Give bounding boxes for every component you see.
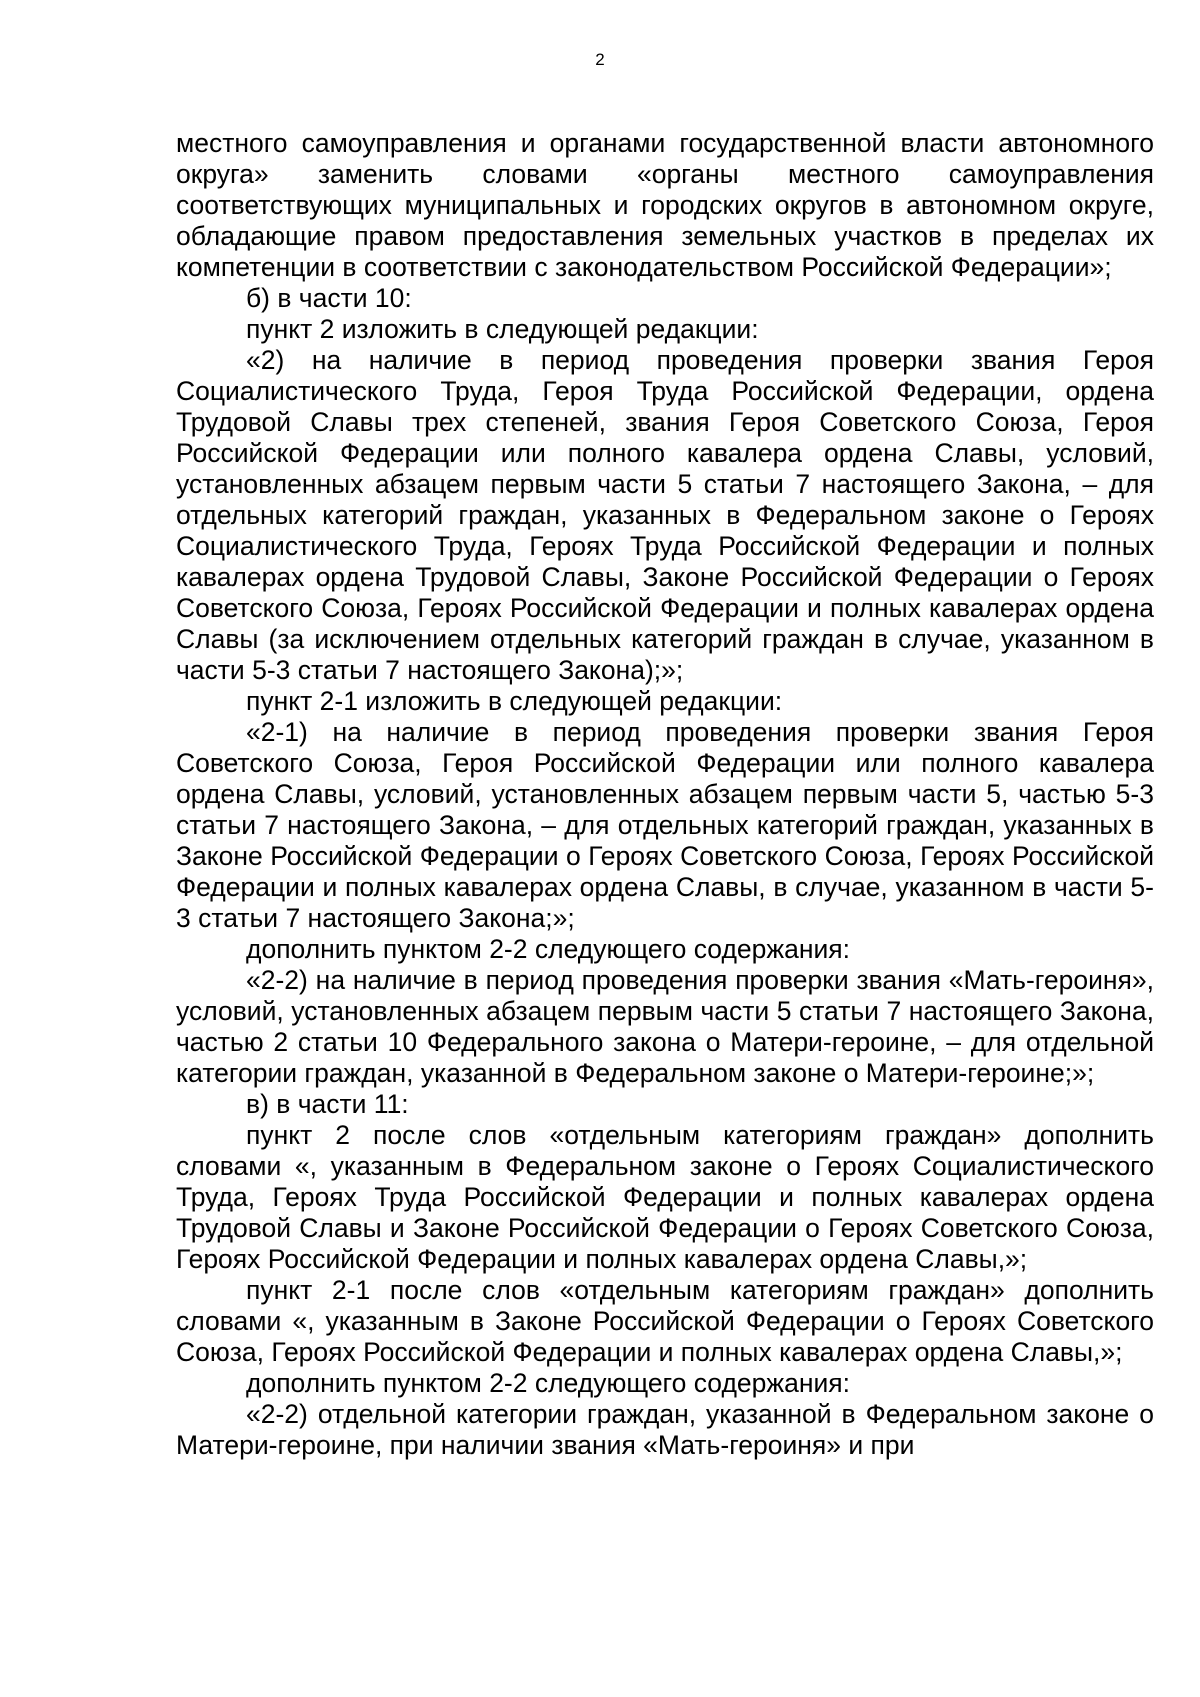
paragraph-point-2-2-text: «2-2) на наличие в период проведения проверки звания «Мать-героиня», условий, установленных абзацем первым части 5 статьи 7 настоящего Закона, частью 2 статьи 10 Федерального закона о Матери-героине, – для отдельной категории граждан, указанной в Федеральном законе о Матери-героине;»; (176, 965, 1154, 1088)
document-body (176, 128, 1154, 1461)
paragraph-point-2-2-heading: дополнить пунктом 2-2 следующего содержания: (246, 934, 851, 964)
paragraph-part-11-point-2-1: пункт 2-1 после слов «отдельным категориям граждан» дополнить словами «, указанным в Законе Российской Федерации о Героях Советского Союза, Героях Российской Федерации и полных кавалерах ордена Славы,»; (176, 1275, 1154, 1367)
paragraph-continuation: местного самоуправления и органами государственной власти автономного округа» заменить словами «органы местного самоуправления соответствующих муниципальных и городских округов в автономном округе, обладающие правом предоставления земельных участков в пределах их компетенции в соответствии с законодательством Российской Федерации»; (176, 128, 1154, 282)
paragraph-subitem-b: б) в части 10: (246, 283, 412, 313)
paragraph-part-11-point-2: пункт 2 после слов «отдельным категориям граждан» дополнить словами «, указанным в Федеральном законе о Героях Социалистического Труда, Героях Труда Российской Федерации и полных кавалерах ордена Трудовой Славы и Законе Российской Федерации о Героях Советского Союза, Героях Российской Федерации и полных кавалерах ордена Славы,»; (176, 1120, 1154, 1274)
paragraph-part-11-point-2-2-text: «2-2) отдельной категории граждан, указанной в Федеральном законе о Матери-героине, при наличии звания «Мать-героиня» и при (176, 1399, 1154, 1460)
paragraph-part-11-point-2-2-heading: дополнить пунктом 2-2 следующего содержания: (246, 1368, 851, 1398)
paragraph-point-2-1-heading: пункт 2-1 изложить в следующей редакции: (246, 686, 783, 716)
paragraph-point-2-1-text: «2-1) на наличие в период проведения проверки звания Героя Советского Союза, Героя Российской Федерации или полного кавалера ордена Славы, условий, установленных абзацем первым части 5, частью 5-3 статьи 7 настоящего Закона, – для отдельных категорий граждан, указанных в Законе Российской Федерации о Героях Советского Союза, Героях Российской Федерации и полных кавалерах ордена Славы, в случае, указанном в части 5-3 статьи 7 настоящего Закона;»; (176, 717, 1154, 933)
paragraph-point-2-text: «2) на наличие в период проведения проверки звания Героя Социалистического Труда, Героя Труда Российской Федерации, ордена Трудовой Славы трех степеней, звания Героя Советского Союза, Героя Российской Федерации или полного кавалера ордена Славы, условий, установленных абзацем первым части 5 статьи 7 настоящего Закона, – для отдельных категорий граждан, указанных в Федеральном законе о Героях Социалистического Труда, Героях Труда Российской Федерации и полных кавалерах ордена Трудовой Славы, Законе Российской Федерации о Героях Советского Союза, Героях Российской Федерации и полных кавалерах ордена Славы (за исключением отдельных категорий граждан в случае, указанном в части 5-3 статьи 7 настоящего Закона);»; (176, 345, 1154, 685)
paragraph-point-2-heading: пункт 2 изложить в следующей редакции: (246, 314, 759, 344)
page-number: 2 (595, 50, 605, 69)
paragraph-subitem-v: в) в части 11: (246, 1089, 409, 1119)
